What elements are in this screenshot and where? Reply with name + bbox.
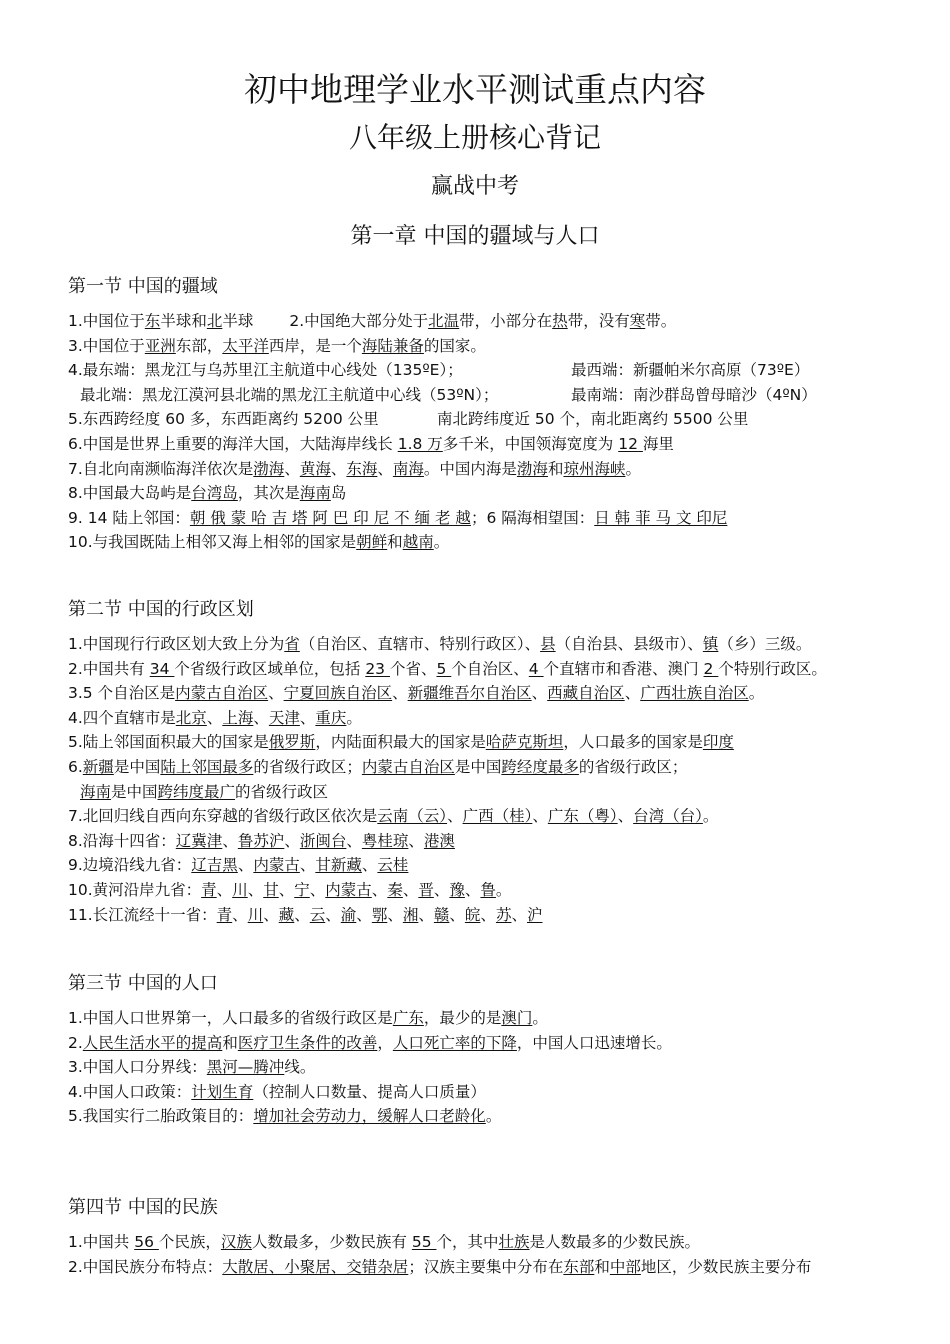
text-run: 和 <box>547 459 564 478</box>
underlined-answer: 东 <box>144 312 161 330</box>
text-run: 、 <box>433 880 450 899</box>
text-run: 和 <box>222 1033 238 1052</box>
text-run: 带。 <box>645 312 677 330</box>
underlined-answer: 青 <box>216 905 233 924</box>
text-run: 、 <box>284 459 300 478</box>
text-run: 。 <box>625 459 641 478</box>
text-run: 人数最多，少数民族有 <box>251 1233 412 1251</box>
text-run: 4.最东端：黑龙江与乌苏里江主航道中心线处（135ºE）； <box>68 361 463 380</box>
text-run: 、 <box>206 708 223 727</box>
section-2-line <box>68 1080 928 1105</box>
text-run: 10.与我国既陆上相邻又海上相邻的国家是 <box>68 533 357 552</box>
section-population <box>68 972 928 1129</box>
text-run: 和 <box>594 1257 610 1276</box>
section-1-line <box>68 878 928 903</box>
section-2-line <box>68 1031 928 1056</box>
text-run: 、 <box>284 831 300 850</box>
underlined-answer: 重庆 <box>315 708 347 727</box>
text-run: 9. 14 陆上邻国： <box>68 508 190 527</box>
underlined-answer: 人民生活水平的提高 <box>82 1033 223 1052</box>
document-tagline: 赢战中考 <box>430 174 519 199</box>
underlined-answer: 广西（桂） <box>462 807 533 826</box>
section-1-line <box>68 706 928 731</box>
underlined-answer: 34 <box>149 659 175 678</box>
section-title: 第三节 中国的人口 <box>68 973 218 994</box>
section-1-line <box>68 903 928 928</box>
underlined-answer: 俄罗斯 <box>268 733 316 752</box>
underlined-answer: 朝鲜 <box>356 533 388 552</box>
underlined-answer: 哈萨克斯坦 <box>485 733 564 752</box>
section-1-line <box>68 755 928 780</box>
text-run: 带，没有 <box>567 312 630 330</box>
text-run: 地区，少数民族主要分布 <box>640 1257 812 1276</box>
section-0-right-column-entry <box>437 407 748 432</box>
underlined-answer: 琼州海峡 <box>563 459 626 478</box>
underlined-answer: 鲁 <box>480 880 496 899</box>
underlined-answer: 台湾岛 <box>191 484 238 503</box>
text-run: 的国家。 <box>423 336 486 355</box>
underlined-answer: 省 <box>284 635 300 653</box>
underlined-answer: 晋 <box>418 880 434 899</box>
underlined-answer: 港澳 <box>423 831 455 850</box>
section-1-line <box>68 829 928 854</box>
text-run: 1.中国位于 <box>68 312 145 330</box>
text-run: 、 <box>222 831 238 850</box>
underlined-answer: 广西壮族自治区 <box>640 684 749 703</box>
text-run: 是人数最多的少数民族。 <box>529 1233 701 1251</box>
text-run: 个直辖市和香港、澳门 <box>543 659 704 678</box>
underlined-answer: 澳门 <box>501 1009 533 1027</box>
underlined-answer: 医疗卫生条件的改善 <box>237 1033 378 1052</box>
text-run: 、 <box>309 880 326 899</box>
text-run: 2.中国绝大部分处于 <box>289 312 429 330</box>
text-run: 8.沿海十四省： <box>68 831 176 850</box>
underlined-answer: 青 <box>201 880 217 899</box>
underlined-answer: 汉族 <box>220 1233 252 1251</box>
underlined-answer: 12 <box>618 434 643 453</box>
text-run: 、 <box>418 905 434 924</box>
text-run: 个省级行政区域单位，包括 <box>174 659 366 678</box>
text-run: 5.陆上邻国面积最大的国家是 <box>68 733 269 752</box>
section-body <box>68 632 928 927</box>
text-run: 、 <box>408 831 424 850</box>
text-run: 西岸，是一个 <box>268 336 362 355</box>
underlined-answer: 渤海 <box>253 459 285 478</box>
text-run: 、 <box>449 905 465 924</box>
text-run: 个省、 <box>389 659 437 678</box>
text-run: 8.中国最大岛屿是 <box>68 484 192 503</box>
section-1-line <box>68 681 928 706</box>
text-run: 。 <box>495 880 512 899</box>
underlined-answer: 东海 <box>346 459 378 478</box>
section-body <box>68 1006 928 1129</box>
underlined-answer: 跨经度最多 <box>501 757 579 776</box>
text-run: 的省级行政区 <box>235 782 329 801</box>
section-territory <box>68 275 928 555</box>
text-run: 、 <box>356 905 372 924</box>
text-run: ，中国人口迅速增长。 <box>516 1033 672 1052</box>
text-run: 东部， <box>175 336 223 355</box>
section-3-line <box>68 1255 928 1280</box>
underlined-answer: 云 <box>309 905 326 924</box>
text-run: 、 <box>392 684 408 703</box>
text-run: 。 <box>346 708 362 727</box>
section-1-line <box>68 780 928 805</box>
text-run: 。 <box>748 684 765 703</box>
text-run: 1.中国共 <box>68 1233 135 1251</box>
underlined-answer: 海陆兼备 <box>361 336 424 355</box>
text-run: 中国人口世界第一，人口最多的省级行政区是 <box>82 1009 393 1027</box>
underlined-answer: 增加社会劳动力，缓解人口老龄化 <box>253 1107 486 1126</box>
underlined-answer: 苏 <box>495 905 512 924</box>
underlined-answer: 内蒙古 <box>253 856 300 875</box>
underlined-answer: 1.8 万 <box>397 434 443 453</box>
text-run <box>253 309 289 334</box>
text-run: ， <box>377 1033 393 1052</box>
underlined-answer: 跨纬度最广 <box>157 782 236 801</box>
section-0-line <box>68 506 928 531</box>
underlined-answer: 辽冀津 <box>175 831 223 850</box>
text-run: 、 <box>268 684 284 703</box>
text-run: 、 <box>253 708 269 727</box>
text-run: ；汉族主要集中分布在 <box>408 1257 564 1276</box>
underlined-answer: 越南 <box>402 533 434 552</box>
underlined-answer: 4 <box>528 659 544 678</box>
section-1-line <box>68 730 928 755</box>
text-run: 、 <box>232 905 248 924</box>
underlined-answer: 鄂 <box>371 905 388 924</box>
underlined-answer: 朝 俄 蒙 哈 吉 塔 阿 巴 印 尼 不 缅 老 越 <box>189 508 471 527</box>
text-run: 。 <box>702 807 719 826</box>
underlined-answer: 南海 <box>392 459 424 478</box>
text-run: 6. <box>68 757 83 776</box>
section-1-line <box>68 853 928 878</box>
document-subtitle: 八年级上册核心背记 <box>348 121 601 154</box>
underlined-answer: 渝 <box>340 905 357 924</box>
underlined-answer: 56 <box>134 1233 159 1251</box>
underlined-answer: 海南 <box>299 484 331 503</box>
text-run: 海里 <box>642 434 674 453</box>
text-run: 南北跨纬度近 50 个，南北距离约 5500 公里 <box>437 410 749 429</box>
text-run: 、 <box>624 684 641 703</box>
text-run: 个自治区、 <box>451 659 529 678</box>
underlined-answer: 上海 <box>222 708 254 727</box>
text-run: 、 <box>346 831 362 850</box>
text-run: 、 <box>531 684 548 703</box>
text-run: 、 <box>464 880 481 899</box>
underlined-answer: 沪 <box>526 905 543 924</box>
text-run: 、 <box>480 905 496 924</box>
section-ethnic-groups <box>68 1196 928 1279</box>
underlined-answer: 云桂 <box>377 856 409 875</box>
underlined-answer: 广东（粤） <box>547 807 618 826</box>
underlined-answer: 台湾（台） <box>633 807 703 826</box>
text-run: 、 <box>325 905 341 924</box>
underlined-answer: 海南 <box>80 782 112 801</box>
underlined-answer: 热 <box>552 312 568 330</box>
text-run: 5.东西跨经度 60 多，东西距离约 5200 公里 <box>68 410 379 429</box>
document-title: 初中地理学业水平测试重点内容 <box>244 70 706 109</box>
text-run: 5.我国实行二胎政策目的： <box>68 1107 254 1126</box>
underlined-answer: 县 <box>540 635 556 653</box>
text-run: （乡）三级。 <box>718 635 812 653</box>
text-run: 和 <box>387 533 403 552</box>
section-0-line <box>68 309 928 334</box>
text-run: （控制人口数量、提高人口质量） <box>253 1082 486 1101</box>
text-run: 带，小部分在 <box>459 312 553 330</box>
underlined-answer: 太平洋 <box>222 336 269 355</box>
section-0-line <box>68 334 928 359</box>
section-title: 第四节 中国的民族 <box>68 1197 218 1218</box>
text-run: 多千米，中国领海宽度为 <box>442 434 619 453</box>
underlined-answer: 内蒙古自治区 <box>361 757 455 776</box>
text-run: 。 <box>532 1009 548 1027</box>
text-run: 最北端：黑龙江漠河县北端的黑龙江主航道中心线（53ºN）； <box>80 385 499 404</box>
text-run: 1. <box>68 1009 83 1027</box>
text-run: 、 <box>511 905 527 924</box>
underlined-answer: 粤桂琼 <box>361 831 409 850</box>
text-run: 的省级行政区； <box>578 757 688 776</box>
text-run: ，人口最多的国家是 <box>563 733 703 752</box>
text-run: 。中国内海是 <box>423 459 517 478</box>
text-run: 2.中国共有 <box>68 659 150 678</box>
section-3-line <box>68 1230 928 1255</box>
text-run: 半球 <box>222 312 254 330</box>
underlined-answer: 日 韩 菲 马 文 印尼 <box>594 508 728 527</box>
text-run: 。 <box>485 1107 502 1126</box>
section-0-right-column-entry <box>571 383 817 408</box>
underlined-answer: 豫 <box>449 880 465 899</box>
underlined-answer: 赣 <box>433 905 450 924</box>
section-0-right-column-entry <box>571 358 809 383</box>
underlined-answer: 23 <box>365 659 390 678</box>
underlined-answer: 鲁苏沪 <box>237 831 285 850</box>
underlined-answer: 2 <box>703 659 719 678</box>
underlined-answer: 湘 <box>402 905 419 924</box>
section-administrative-divisions <box>68 598 928 927</box>
text-run: 、 <box>247 880 264 899</box>
underlined-answer: 5 <box>436 659 452 678</box>
text-run: 个特别行政区。 <box>718 659 827 678</box>
underlined-answer: 秦 <box>387 880 403 899</box>
underlined-answer: 黑河—腾冲 <box>206 1058 285 1077</box>
text-run: 1.中国现行行政区划大致上分为 <box>68 635 285 653</box>
text-run: 岛 <box>330 484 347 503</box>
text-run: 个民族， <box>158 1233 221 1251</box>
text-run: 线。 <box>284 1058 316 1077</box>
section-1-line <box>68 632 928 657</box>
underlined-answer: 宁 <box>294 880 310 899</box>
text-run: ，其次是 <box>237 484 300 503</box>
text-run: 的省级行政区； <box>253 757 362 776</box>
text-run: 个，其中 <box>436 1233 499 1251</box>
text-run: 6.中国是世界上重要的海洋大国，大陆海岸线长 <box>68 434 398 453</box>
underlined-answer: 皖 <box>464 905 481 924</box>
text-run: 、 <box>617 807 634 826</box>
text-run: 、 <box>532 807 548 826</box>
text-run: 。 <box>433 533 450 552</box>
section-1-line <box>68 804 928 829</box>
underlined-answer: 中部 <box>609 1257 641 1276</box>
text-run: 是中国 <box>111 782 158 801</box>
underlined-answer: 镇 <box>702 635 719 653</box>
text-run: 、 <box>402 880 419 899</box>
underlined-answer: 寒 <box>629 312 646 330</box>
text-run: 9.边境沿线九省： <box>68 856 192 875</box>
underlined-answer: 北 <box>206 312 223 330</box>
text-run: 4.四个直辖市是 <box>68 708 176 727</box>
section-2-line <box>68 1055 928 1080</box>
underlined-answer: 广东 <box>392 1009 424 1027</box>
text-run: 最南端：南沙群岛曾母暗沙（4ºN） <box>571 385 817 404</box>
text-run: 7.北回归线自西向东穿越的省级行政区依次是 <box>68 807 378 826</box>
underlined-answer: 新疆维吾尔自治区 <box>407 684 532 703</box>
text-run: 最西端：新疆帕米尔高原（73ºE） <box>571 361 810 380</box>
text-run: 3.中国人口分界线： <box>68 1058 207 1077</box>
underlined-answer: 人口死亡率的下降 <box>392 1033 517 1052</box>
underlined-answer: 北京 <box>175 708 207 727</box>
underlined-answer: 大散居、小聚居、交错杂居 <box>222 1257 409 1276</box>
text-run: 、 <box>299 856 316 875</box>
text-run: 2.中国民族分布特点： <box>68 1257 223 1276</box>
underlined-answer: 西藏自治区 <box>547 684 625 703</box>
underlined-answer: 天津 <box>268 708 300 727</box>
underlined-answer: 黄海 <box>299 459 331 478</box>
section-1-line <box>68 657 928 682</box>
underlined-answer: 内蒙古自治区 <box>175 684 269 703</box>
underlined-answer: 计划生育 <box>191 1082 254 1101</box>
underlined-answer: 云南（云） <box>377 807 448 826</box>
section-2-line <box>68 1006 928 1031</box>
text-run: 、 <box>361 856 378 875</box>
text-run: 、 <box>216 880 233 899</box>
text-run: 是中国 <box>454 757 502 776</box>
text-run: ，最少的是 <box>423 1009 502 1027</box>
text-run: 、 <box>237 856 254 875</box>
text-run: ，内陆面积最大的国家是 <box>315 733 486 752</box>
text-run: 是中国 <box>113 757 161 776</box>
text-run: 10.黄河沿岸九省： <box>68 880 202 899</box>
text-run: ；6 隔海相望国： <box>470 508 595 527</box>
section-0-line <box>68 457 928 482</box>
text-run: （自治县、县级市）、 <box>555 635 703 653</box>
section-0-line <box>68 530 928 555</box>
section-0-line <box>68 481 928 506</box>
text-run: 、 <box>294 905 310 924</box>
underlined-answer: 北温 <box>428 312 460 330</box>
text-run: 7.自北向南濒临海洋依次是 <box>68 459 254 478</box>
underlined-answer: 内蒙古 <box>325 880 372 899</box>
underlined-answer: 藏 <box>278 905 295 924</box>
chapter-heading: 第一章 中国的疆域与人口 <box>350 224 600 249</box>
text-run: 4.中国人口政策： <box>68 1082 192 1101</box>
text-run: 、 <box>330 459 347 478</box>
section-2-line <box>68 1104 928 1129</box>
underlined-answer: 新疆 <box>82 757 114 776</box>
underlined-answer: 东部 <box>563 1257 595 1276</box>
section-0-line <box>68 432 928 457</box>
underlined-answer: 辽吉黑 <box>191 856 238 875</box>
text-run: 、 <box>278 880 295 899</box>
underlined-answer: 印度 <box>702 733 734 752</box>
underlined-answer: 宁夏回族自治区 <box>283 684 393 703</box>
section-title: 第二节 中国的行政区划 <box>68 599 254 620</box>
text-run: 3.5 个自治区是 <box>68 684 176 703</box>
text-run: 、 <box>387 905 403 924</box>
text-run: 、 <box>263 905 279 924</box>
underlined-answer: 甘新藏 <box>315 856 362 875</box>
underlined-answer: 亚洲 <box>144 336 176 355</box>
underlined-answer: 陆上邻国最多 <box>160 757 254 776</box>
text-run: 、 <box>447 807 463 826</box>
text-run: 半球和 <box>160 312 207 330</box>
text-run: （自治区、直辖市、特别行政区）、 <box>299 635 541 653</box>
section-body <box>68 1230 928 1279</box>
underlined-answer: 壮族 <box>498 1233 530 1251</box>
underlined-answer: 川 <box>247 905 264 924</box>
text-run: 2. <box>68 1033 83 1052</box>
text-run: 、 <box>371 880 388 899</box>
text-run: 3.中国位于 <box>68 336 145 355</box>
text-run: 、 <box>299 708 316 727</box>
section-title: 第一节 中国的疆域 <box>68 276 218 297</box>
text-run: 、 <box>377 459 393 478</box>
text-run: 11.长江流经十一省： <box>68 905 217 924</box>
underlined-answer: 浙闽台 <box>299 831 347 850</box>
underlined-answer: 川 <box>232 880 248 899</box>
underlined-answer: 甘 <box>263 880 279 899</box>
underlined-answer: 渤海 <box>516 459 548 478</box>
section-body <box>68 309 928 555</box>
underlined-answer: 55 <box>411 1233 437 1251</box>
